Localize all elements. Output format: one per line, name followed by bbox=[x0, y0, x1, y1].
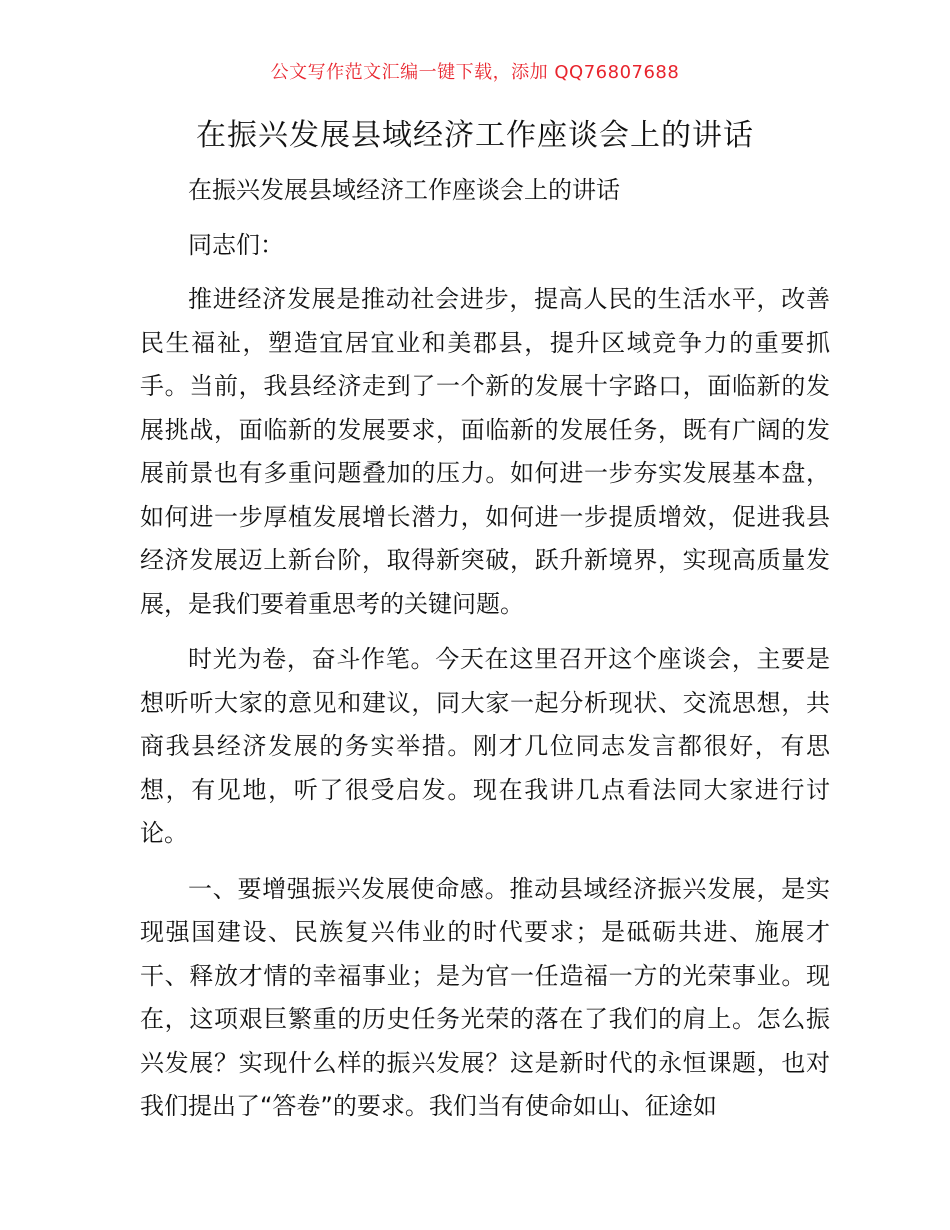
document-subtitle: 在振兴发展县域经济工作座谈会上的讲话 bbox=[188, 176, 620, 204]
document-body bbox=[140, 278, 830, 1141]
paragraph-3: 一、要增强振兴发展使命感。推动县域经济振兴发展，是实现强国建设、民族复兴伟业的时代要求；是砥砺共进、施展才干、释放才情的幸福事业；是为官一任造福一方的光荣事业。现在，这项艰巨繁重的历史任务光荣的落在了我们的肩上。怎么振兴发展？实现什么样的振兴发展？这是新时代的永恒课题，也对我们提出了“答卷”的要求。我们当有使命如山、征途如 bbox=[140, 874, 830, 1120]
download-promo-note: 公文写作范文汇编一键下载，添加 QQ76807688 bbox=[270, 62, 680, 83]
salutation: 同志们： bbox=[188, 231, 284, 259]
document-title: 在振兴发展县域经济工作座谈会上的讲话 bbox=[196, 118, 754, 153]
paragraph-2: 时光为卷，奋斗作笔。今天在这里召开这个座谈会，主要是想听听大家的意见和建议，同大家一起分析现状、交流思想，共商我县经济发展的务实举措。刚才几位同志发言都很好，有思想，有见地，听了很受启发。现在我讲几点看法同大家进行讨论。 bbox=[140, 645, 830, 847]
paragraph-1: 推进经济发展是推动社会进步，提高人民的生活水平，改善民生福祉，塑造宜居宜业和美郡县，提升区域竞争力的重要抓手。当前，我县经济走到了一个新的发展十字路口，面临新的发展挑战，面临新的发展要求，面临新的发展任务，既有广阔的发展前景也有多重问题叠加的压力。如何进一步夯实发展基本盘，如何进一步厚植发展增长潜力，如何进一步提质增效，促进我县经济发展迈上新台阶，取得新突破，跃升新境界，实现高质量发展，是我们要着重思考的关键问题。 bbox=[140, 285, 830, 618]
